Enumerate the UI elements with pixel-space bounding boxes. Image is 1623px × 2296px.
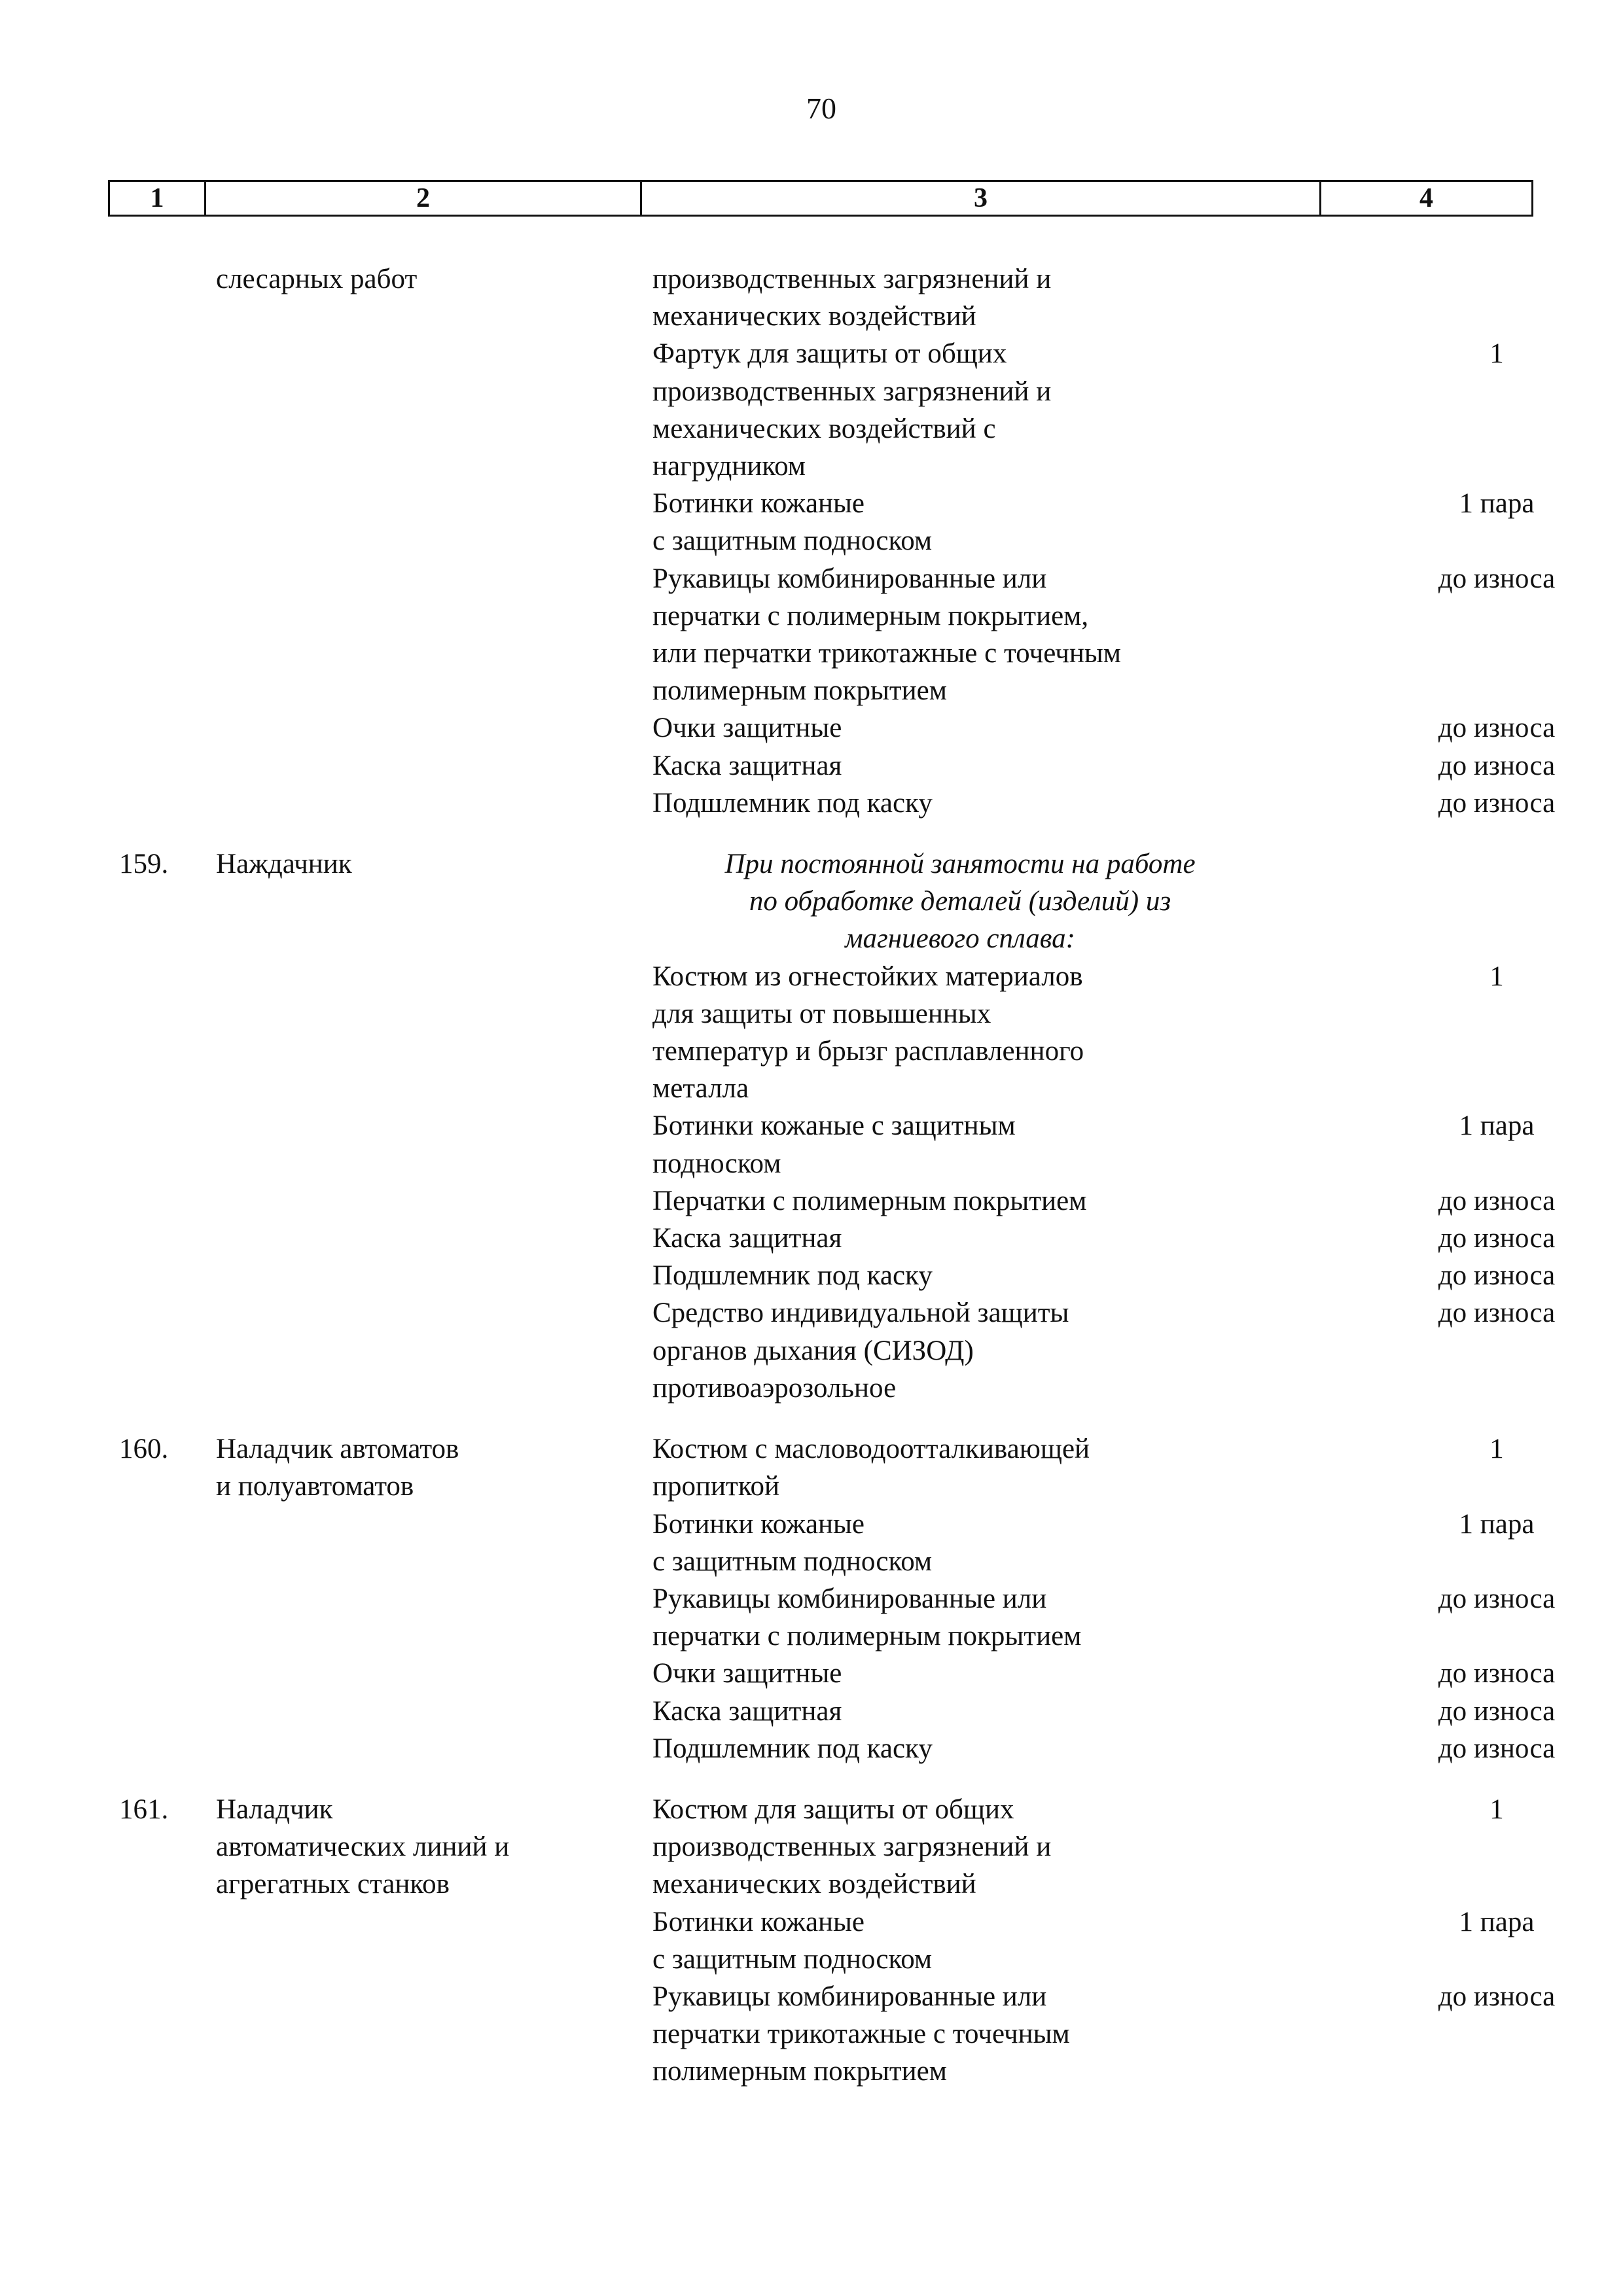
table-row [0, 1791, 1623, 2091]
equipment-quantity: 1 пара [1459, 1508, 1535, 1540]
profession-name: Наладчик автоматов и полуавтоматов [216, 1434, 459, 1502]
equipment-name: производственных загрязнений и механических воздействий [652, 264, 1052, 332]
equipment-name: Ботинки кожаные с защитным подноском [652, 488, 933, 557]
row-number: 161. [119, 1793, 169, 1825]
equipment-item [652, 1220, 1623, 1257]
equipment-name: Очки защитные [652, 1658, 842, 1689]
column-header-row [108, 180, 1533, 217]
equipment-name: Каска защитная [652, 1223, 842, 1254]
equipment-list [652, 260, 1623, 822]
table-body [0, 260, 1623, 2091]
column-header-4: 4 [1419, 183, 1433, 213]
equipment-name: Ботинки кожаные с защитным подноском [652, 1110, 1016, 1179]
column-header-2: 2 [206, 182, 642, 215]
equipment-name: Подшлемник под каску [652, 787, 933, 819]
equipment-quantity: до износа [1438, 1583, 1556, 1614]
equipment-name: Подшлемник под каску [652, 1260, 933, 1292]
equipment-name: Каска защитная [652, 750, 842, 781]
table-row [0, 260, 1623, 822]
equipment-quantity: 1 [1489, 961, 1504, 992]
equipment-quantity: до износа [1438, 1981, 1556, 2012]
equipment-item [652, 335, 1623, 485]
equipment-name: Средство индивидуальной защиты органов дыхания (СИЗОД) противоаэрозольное [652, 1298, 1069, 1404]
equipment-name: Подшлемник под каску [652, 1733, 933, 1764]
equipment-list [652, 1791, 1623, 2091]
equipment-item [652, 260, 1623, 335]
equipment-name: Перчатки с полимерным покрытием [652, 1185, 1087, 1216]
equipment-name: Рукавицы комбинированные или перчатки трикотажные с точечным полимерным покрытием [652, 1981, 1070, 2087]
equipment-item [652, 1903, 1623, 1978]
equipment-item [652, 1506, 1623, 1580]
profession-name: Наладчик автоматических линий и агрегатных станков [216, 1793, 510, 1900]
equipment-list [652, 1430, 1623, 1767]
row-number: 159. [119, 849, 169, 880]
table-row [0, 845, 1623, 1407]
condition-note: При постоянной занятости на работе по обработке деталей (изделий) из магниевого сплава: [724, 849, 1196, 955]
equipment-name: Костюм с масловодоотталкивающей пропиткой [652, 1434, 1090, 1502]
profession-name: слесарных работ [216, 264, 418, 294]
equipment-name: Фартук для защиты от общих производственных загрязнений и механических воздействий с нагрудником [652, 338, 1052, 482]
equipment-list [652, 845, 1623, 1407]
column-header-1: 1 [110, 182, 206, 215]
equipment-quantity: 1 пара [1459, 1906, 1535, 1937]
equipment-name: Костюм для защиты от общих производственных загрязнений и механических воздействий [652, 1793, 1052, 1900]
equipment-quantity: до износа [1438, 750, 1556, 781]
column-header-3: 3 [642, 182, 1321, 215]
equipment-quantity: до износа [1438, 787, 1556, 819]
equipment-quantity: 1 пара [1459, 1110, 1535, 1142]
equipment-item [652, 1257, 1623, 1294]
equipment-item [652, 1294, 1623, 1407]
equipment-name: Очки защитные [652, 713, 842, 744]
equipment-quantity: до износа [1438, 1658, 1556, 1689]
equipment-item [652, 560, 1623, 710]
equipment-quantity: до износа [1438, 1733, 1556, 1764]
equipment-item [652, 785, 1623, 822]
equipment-name: Костюм из огнестойких материалов для защиты от повышенных температур и брызг расплавленного металла [652, 961, 1084, 1104]
row-number: 160. [119, 1434, 169, 1465]
equipment-quantity: до износа [1438, 713, 1556, 744]
equipment-item [652, 1791, 1623, 1903]
equipment-item [652, 709, 1623, 747]
equipment-item [652, 747, 1623, 785]
equipment-quantity: 1 [1489, 338, 1504, 370]
equipment-item [652, 1693, 1623, 1730]
profession-name: Наждачник [216, 849, 352, 880]
equipment-name: Каска защитная [652, 1695, 842, 1727]
equipment-quantity: до износа [1438, 1185, 1556, 1216]
equipment-name: Рукавицы комбинированные или перчатки с полимерным покрытием, или перчатки трикотажные с точечным полимерным покрытием [652, 563, 1121, 707]
equipment-name: Рукавицы комбинированные или перчатки с полимерным покрытием [652, 1583, 1082, 1652]
equipment-item [652, 958, 1623, 1108]
equipment-quantity: до износа [1438, 1223, 1556, 1254]
equipment-quantity: 1 [1489, 1793, 1504, 1825]
row-number [0, 260, 216, 822]
equipment-quantity: до износа [1438, 1260, 1556, 1292]
equipment-quantity: 1 [1489, 1434, 1504, 1465]
equipment-item [652, 485, 1623, 559]
equipment-quantity: до износа [1438, 1695, 1556, 1727]
equipment-item [652, 1730, 1623, 1767]
equipment-item [652, 1580, 1623, 1655]
equipment-name: Ботинки кожаные с защитным подноском [652, 1508, 933, 1577]
equipment-item [652, 1182, 1623, 1220]
equipment-name: Ботинки кожаные с защитным подноском [652, 1906, 933, 1975]
equipment-quantity: 1 пара [1459, 488, 1535, 520]
equipment-quantity: до износа [1438, 1298, 1556, 1329]
equipment-quantity [1370, 260, 1623, 335]
equipment-item [652, 1430, 1623, 1505]
equipment-item [652, 1107, 1623, 1182]
equipment-item [652, 1978, 1623, 2091]
equipment-item [652, 1655, 1623, 1692]
equipment-quantity: до износа [1438, 563, 1556, 594]
table-row [0, 1430, 1623, 1767]
page-number: 70 [806, 92, 836, 125]
